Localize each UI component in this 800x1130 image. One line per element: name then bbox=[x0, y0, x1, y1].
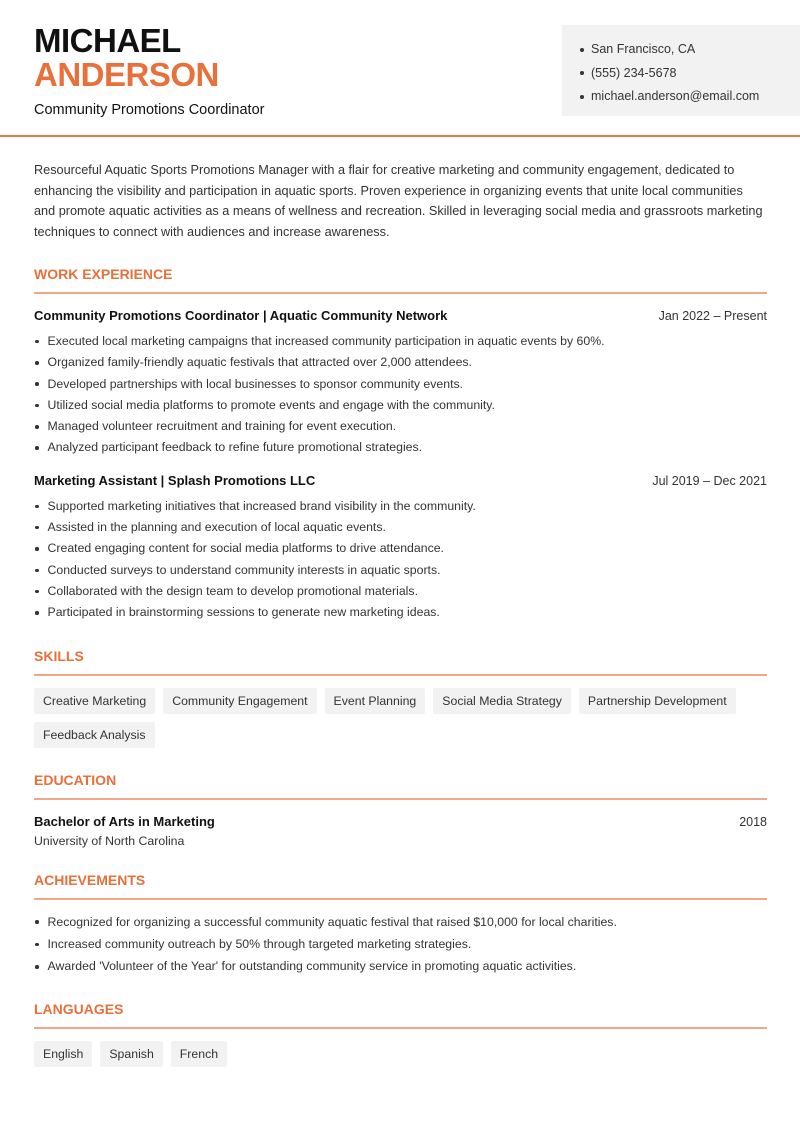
graduation-year: 2018 bbox=[739, 814, 767, 829]
bullet-text: Supported marketing initiatives that increased brand visibility in the community. bbox=[47, 498, 476, 513]
list-item bbox=[34, 517, 767, 538]
job-date: Jul 2019 – Dec 2021 bbox=[652, 473, 767, 488]
resume-header bbox=[0, 0, 800, 137]
email-text: michael.anderson@email.com bbox=[591, 89, 760, 103]
skills-list bbox=[34, 688, 767, 748]
job-role: Community Promotions Coordinator | Aquatic Community Network bbox=[34, 308, 448, 323]
job-entry bbox=[34, 308, 767, 459]
section-title-education: EDUCATION bbox=[34, 772, 767, 800]
list-item bbox=[34, 602, 767, 623]
job-date: Jan 2022 – Present bbox=[658, 309, 767, 323]
job-role: Marketing Assistant | Splash Promotions LLC bbox=[34, 472, 316, 488]
achievements-list bbox=[34, 912, 767, 978]
list-item bbox=[34, 496, 767, 517]
bullet-text: Assisted in the planning and execution of local aquatic events. bbox=[47, 520, 386, 535]
achievement-text: Increased community outreach by 50% through targeted marketing strategies. bbox=[47, 936, 472, 951]
bullet-icon bbox=[35, 446, 39, 450]
list-item bbox=[34, 934, 767, 955]
skill-chip: Feedback Analysis bbox=[34, 722, 155, 748]
bullet-text: Developed partnerships with local businesses to sponsor community events. bbox=[47, 376, 464, 391]
bullet-icon bbox=[35, 382, 39, 386]
bullet-text: Analyzed participant feedback to refine future promotional strategies. bbox=[47, 440, 423, 455]
skill-chip: Partnership Development bbox=[579, 688, 736, 714]
bullet-icon bbox=[35, 547, 39, 551]
bullet-icon bbox=[35, 361, 39, 365]
language-chip: Spanish bbox=[100, 1041, 162, 1067]
skill-chip: Creative Marketing bbox=[34, 688, 155, 714]
list-item bbox=[34, 956, 767, 977]
bullet-icon bbox=[35, 340, 39, 344]
bullet-text: Collaborated with the design team to develop promotional materials. bbox=[47, 583, 418, 598]
language-chip: French bbox=[171, 1041, 227, 1067]
bullet-text: Organized family-friendly aquatic festivals that attracted over 2,000 attendees. bbox=[47, 355, 472, 370]
list-item bbox=[34, 560, 767, 581]
bullet-icon bbox=[35, 526, 39, 530]
list-item bbox=[34, 395, 767, 416]
bullet-icon bbox=[580, 95, 584, 99]
bullet-icon bbox=[35, 590, 39, 594]
section-title-skills: SKILLS bbox=[34, 648, 767, 676]
bullet-text: Managed volunteer recruitment and training for event execution. bbox=[47, 419, 397, 434]
skill-chip: Social Media Strategy bbox=[433, 688, 571, 714]
school: University of North Carolina bbox=[34, 833, 185, 848]
list-item bbox=[34, 538, 767, 559]
list-item bbox=[34, 416, 767, 437]
bullet-icon bbox=[580, 48, 584, 52]
contact-box bbox=[562, 25, 800, 116]
achievement-text: Awarded 'Volunteer of the Year' for outstanding community service in promoting aquatic activities. bbox=[47, 959, 577, 974]
degree: Bachelor of Arts in Marketing bbox=[34, 813, 215, 829]
bullet-icon bbox=[35, 943, 39, 947]
job-bullets bbox=[34, 496, 767, 624]
last-name: ANDERSON bbox=[34, 56, 219, 93]
bullet-text: Participated in brainstorming sessions to generate new marketing ideas. bbox=[47, 605, 440, 620]
language-chip: English bbox=[34, 1041, 92, 1067]
bullet-icon bbox=[35, 611, 39, 615]
phone-text: (555) 234-5678 bbox=[591, 65, 677, 80]
bullet-icon bbox=[35, 569, 39, 573]
bullet-text: Utilized social media platforms to promote events and engage with the community. bbox=[47, 397, 495, 412]
section-title-achievements: ACHIEVEMENTS bbox=[34, 872, 767, 900]
job-entry bbox=[34, 473, 767, 624]
bullet-text: Conducted surveys to understand community interests in aquatic sports. bbox=[47, 562, 441, 577]
contact-phone bbox=[580, 62, 800, 86]
first-name: MICHAEL bbox=[34, 22, 181, 59]
languages-list bbox=[34, 1041, 767, 1067]
bullet-icon bbox=[35, 404, 39, 408]
skill-chip: Community Engagement bbox=[163, 688, 316, 714]
bullet-icon bbox=[35, 965, 39, 969]
summary: Resourceful Aquatic Sports Promotions Manager with a flair for creative marketing and community engagement, dedicated to enhancing the visibility and participation in aquatic sports. Proven experience in organizing events that unite local communities and promote aquatic activities as a means of wellness and recreation. Skilled in leveraging social media and grassroots marketing techniques to connect with audiences and increase awareness. bbox=[34, 163, 763, 239]
bullet-icon bbox=[35, 425, 39, 429]
job-bullets bbox=[34, 331, 767, 459]
education-entry bbox=[34, 814, 767, 848]
job-title: Community Promotions Coordinator bbox=[34, 102, 265, 118]
bullet-icon bbox=[580, 71, 584, 75]
list-item bbox=[34, 331, 767, 352]
location-text: San Francisco, CA bbox=[591, 42, 696, 56]
resume-body bbox=[34, 160, 767, 1067]
list-item bbox=[34, 374, 767, 395]
achievement-text: Recognized for organizing a successful community aquatic festival that raised $10,000 for local charities. bbox=[47, 914, 617, 929]
bullet-icon bbox=[35, 505, 39, 509]
bullet-text: Executed local marketing campaigns that increased community participation in aquatic events by 60%. bbox=[47, 334, 605, 348]
bullet-text: Created engaging content for social media platforms to drive attendance. bbox=[47, 541, 444, 556]
skill-chip: Event Planning bbox=[325, 688, 426, 714]
bullet-icon bbox=[35, 920, 39, 924]
list-item bbox=[34, 912, 767, 933]
list-item bbox=[34, 581, 767, 602]
contact-location bbox=[580, 38, 800, 62]
list-item bbox=[34, 352, 767, 373]
contact-email bbox=[580, 85, 800, 109]
section-title-languages: LANGUAGES bbox=[34, 1001, 767, 1029]
section-title-work-experience: WORK EXPERIENCE bbox=[34, 266, 767, 294]
list-item bbox=[34, 437, 767, 458]
name-block bbox=[34, 24, 264, 118]
